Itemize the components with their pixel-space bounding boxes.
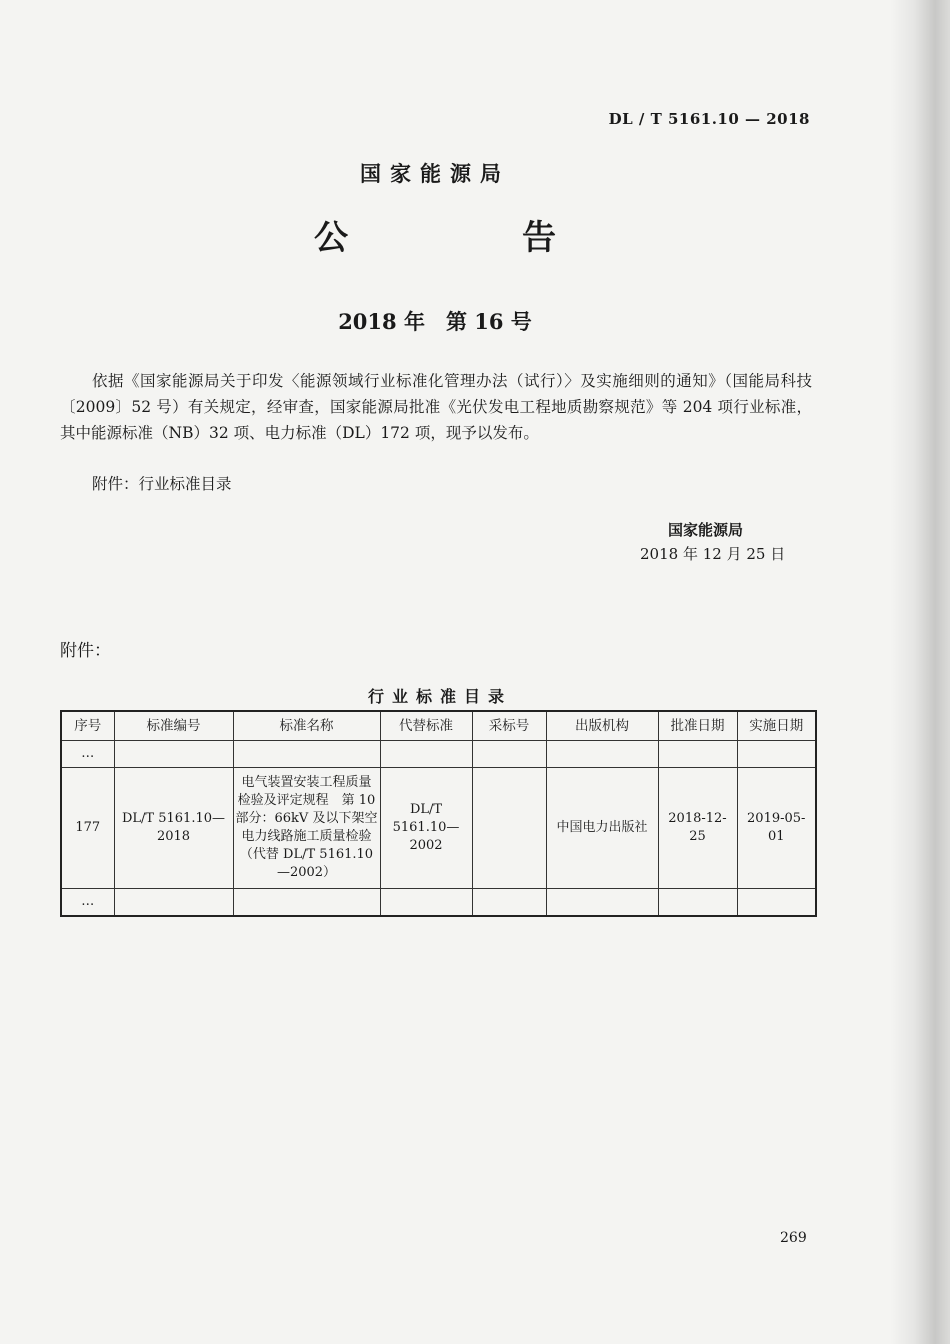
column-header: 批准日期 — [658, 711, 737, 741]
table-row — [61, 768, 816, 889]
table-cell — [546, 741, 658, 768]
table-cell: … — [61, 741, 114, 768]
column-header: 采标号 — [472, 711, 546, 741]
column-header: 出版机构 — [546, 711, 658, 741]
table-cell: 177 — [61, 768, 114, 889]
table-row — [61, 741, 816, 768]
table-row — [61, 889, 816, 917]
table-cell — [380, 889, 472, 917]
table-cell: … — [61, 889, 114, 917]
table-cell — [737, 889, 816, 917]
table-cell — [546, 889, 658, 917]
table-cell: 中国电力出版社 — [546, 768, 658, 889]
table-cell — [472, 741, 546, 768]
column-header: 序号 — [61, 711, 114, 741]
table-cell — [472, 768, 546, 889]
issuer-heading: 国家能源局 — [360, 162, 510, 186]
standards-catalog-table — [60, 710, 817, 917]
table-cell: DL/T 5161.10—2002 — [380, 768, 472, 889]
column-header: 标准编号 — [114, 711, 233, 741]
notice-title: 公 告 — [314, 218, 626, 258]
table-cell — [658, 889, 737, 917]
table-cell — [233, 741, 380, 768]
table-cell — [658, 741, 737, 768]
column-header: 标准名称 — [233, 711, 380, 741]
table-cell — [737, 741, 816, 768]
table-cell — [114, 889, 233, 917]
table-cell — [233, 889, 380, 917]
notice-body: 依据《国家能源局关于印发〈能源领域行业标准化管理办法（试行）〉及实施细则的通知》（国能局科技〔2009〕52 号）有关规定，经审查，国家能源局批准《光伏发电工程地质勘察规范》等 204 项行业标准，其中能源标准（NB）32 项、电力标准（DL）172 项，现予以发布。 — [60, 372, 812, 442]
page-number: 269 — [780, 1230, 807, 1246]
attachment-label: 附件： — [60, 641, 111, 661]
table-cell: 电气装置安装工程质量检验及评定规程 第 10 部分：66kV 及以下架空电力线路施工质量检验（代替 DL/T 5161.10—2002） — [233, 768, 380, 889]
column-header: 实施日期 — [737, 711, 816, 741]
table-cell — [114, 741, 233, 768]
standard-code: DL / T 5161.10 — 2018 — [608, 110, 810, 128]
table-cell: DL/T 5161.10—2018 — [114, 768, 233, 889]
attachment-reference: 附件：行业标准目录 — [92, 475, 232, 493]
signature-date: 2018 年 12 月 25 日 — [640, 545, 786, 563]
table-cell: 2018-12-25 — [658, 768, 737, 889]
column-header: 代替标准 — [380, 711, 472, 741]
table-cell — [380, 741, 472, 768]
scan-edge-shadow — [890, 0, 950, 1344]
table-cell: 2019-05-01 — [737, 768, 816, 889]
table-header-row — [61, 711, 816, 741]
signature-organization: 国家能源局 — [668, 521, 744, 539]
table-cell — [472, 889, 546, 917]
issue-number: 2018 年 第 16 号 — [338, 309, 532, 334]
table-title: 行业标准目录 — [367, 687, 512, 706]
